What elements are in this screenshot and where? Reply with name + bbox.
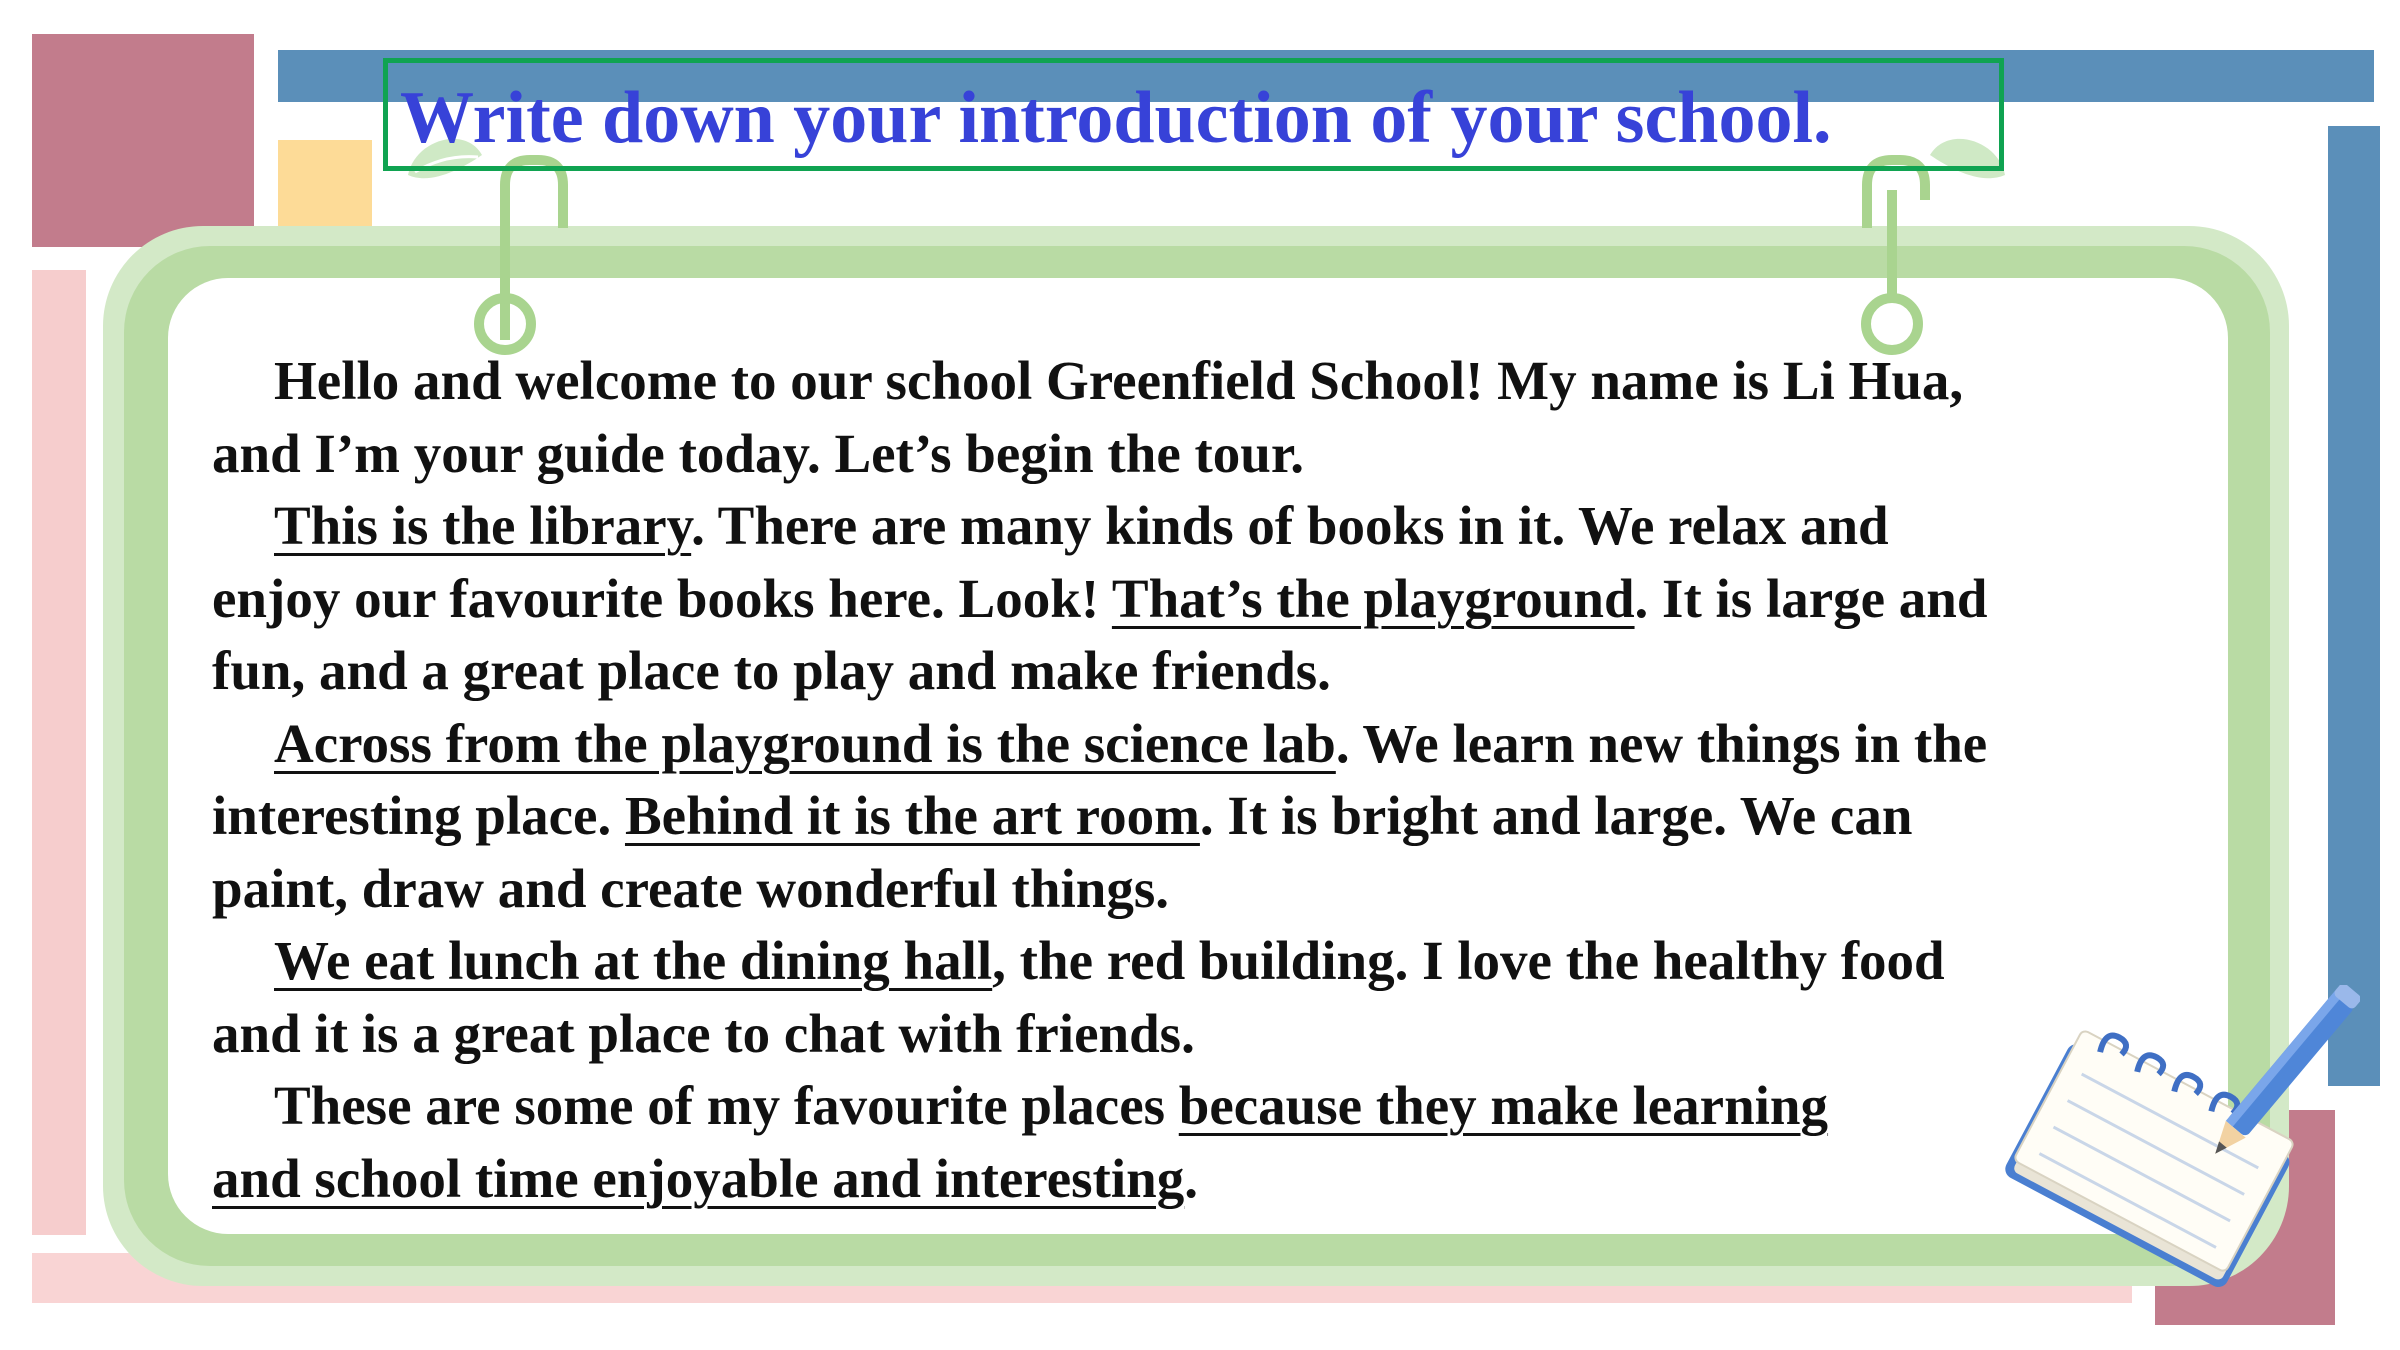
decor-rose-square xyxy=(32,34,254,247)
essay-line xyxy=(212,780,2192,853)
essay-line xyxy=(212,1143,2192,1216)
essay-text-span: . It is bright and large. We can xyxy=(1199,785,1913,846)
essay-text-span: , the red building. I love the healthy food xyxy=(992,930,1945,991)
essay-text-span: fun, and a great place to play and make friends. xyxy=(212,640,1331,701)
decor-blue-right-bar xyxy=(2328,126,2380,1086)
essay-line xyxy=(212,418,2192,491)
essay-text-span: interesting place. xyxy=(212,785,625,846)
decor-pink-left-strip xyxy=(32,270,86,1235)
essay-line xyxy=(212,998,2192,1071)
underlined-phrase: That’s the playground xyxy=(1111,567,1635,629)
essay-text-span: . It is large and xyxy=(1634,567,1988,629)
essay-text-span: paint, draw and create wonderful things. xyxy=(212,857,1169,919)
underlined-phrase: We eat lunch at the dining hall xyxy=(274,930,993,991)
essay-line xyxy=(212,490,2192,563)
essay-text-span: These are some of my favourite places xyxy=(274,1075,1179,1136)
essay-text xyxy=(212,345,2192,1215)
essay-line xyxy=(212,345,2192,418)
essay-text-span: Hello and welcome to our school Greenfield School! My name is Li Hua, xyxy=(274,350,1964,411)
essay-text-span: . We learn new things in the xyxy=(1335,712,1988,774)
underlined-phrase: This is the library xyxy=(274,495,692,556)
essay-line xyxy=(212,1070,2192,1143)
underlined-phrase: and school time enjoyable and interesting xyxy=(212,1147,1185,1209)
underlined-phrase: Behind it is the art room xyxy=(624,785,1200,846)
essay-line xyxy=(212,925,2192,998)
essay-text-span: and I’m your guide today. Let’s begin the tour. xyxy=(212,422,1304,484)
essay-text-span: . xyxy=(1184,1147,1198,1209)
essay-text-span: . There are many kinds of books in it. We relax and xyxy=(691,495,1889,556)
essay-line xyxy=(212,563,2192,636)
essay-line xyxy=(212,708,2192,781)
essay-line xyxy=(212,635,2192,708)
essay-line xyxy=(212,853,2192,926)
underlined-phrase: Across from the playground is the science lab xyxy=(274,712,1336,774)
page-title: Write down your introduction of your school. xyxy=(400,77,1832,159)
essay-text-span: and it is a great place to chat with friends. xyxy=(212,1002,1195,1064)
underlined-phrase: because they make learning xyxy=(1178,1075,1829,1136)
notebook-pencil-icon xyxy=(1990,985,2360,1320)
essay-text-span: enjoy our favourite books here. Look! xyxy=(212,567,1112,629)
